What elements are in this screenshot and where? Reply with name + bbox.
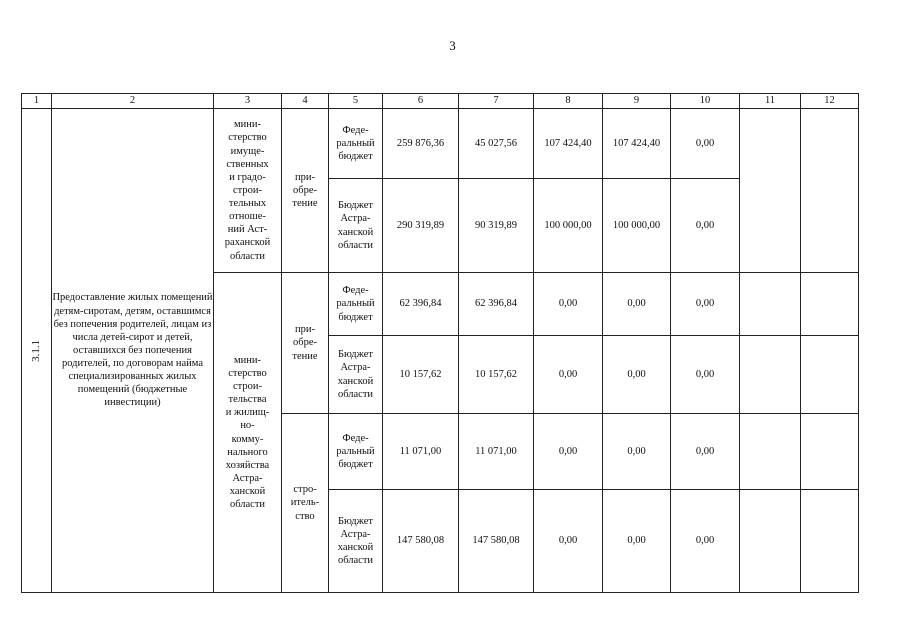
column-header: 7 [459,94,534,109]
value-col-7: 11 071,00 [459,414,534,490]
empty-col-11 [740,273,801,336]
value-col-8: 0,00 [534,273,603,336]
empty-col-11 [740,414,801,490]
column-header: 12 [801,94,859,109]
value-col-8: 0,00 [534,414,603,490]
header-row [22,94,859,109]
column-header: 9 [603,94,671,109]
empty-col-12 [801,273,859,336]
activity-construction: стро- итель- ство [282,414,329,593]
column-header: 3 [214,94,282,109]
measure-code-cell [22,109,52,593]
column-header: 11 [740,94,801,109]
column-header: 4 [282,94,329,109]
executor-property-ministry: мини- стерство имуще- ственных и градо- строи- тельных отноше- ний Аст- раханской области [214,109,282,273]
value-col-10: 0,00 [671,490,740,593]
funding-source: Бюджет Астра- ханской области [329,336,383,414]
column-header: 8 [534,94,603,109]
empty-col-12 [801,414,859,490]
value-col-9: 0,00 [603,490,671,593]
budget-table [21,93,859,593]
value-col-6: 11 071,00 [383,414,459,490]
column-header: 5 [329,94,383,109]
funding-source: Феде- ральный бюджет [329,273,383,336]
column-header: 10 [671,94,740,109]
page-number: 3 [449,38,456,53]
value-col-10: 0,00 [671,179,740,273]
empty-col-12 [801,336,859,414]
value-col-6: 10 157,62 [383,336,459,414]
funding-source: Бюджет Астра- ханской области [329,490,383,593]
empty-col-11 [740,336,801,414]
value-col-10: 0,00 [671,414,740,490]
value-col-9: 0,00 [603,336,671,414]
value-col-9: 107 424,40 [603,109,671,179]
value-col-9: 0,00 [603,414,671,490]
value-col-9: 0,00 [603,273,671,336]
measure-name: Предоставление жилых помещений детям-сиротам, детям, оставшимся без попечения родителей, лицам из числа детей-сирот и детей, оставшихся без попечения родителей, по договорам найма специализированных жилых помещений (бюджетные инвестиции) [52,109,214,593]
activity-acquisition: при- обре- тение [282,109,329,273]
column-header: 1 [22,94,52,109]
value-col-6: 62 396,84 [383,273,459,336]
empty-col-12 [801,109,859,273]
measure-code: 3.1.1 [29,339,42,362]
value-col-7: 10 157,62 [459,336,534,414]
value-col-6: 147 580,08 [383,490,459,593]
value-col-7: 62 396,84 [459,273,534,336]
empty-col-11 [740,109,801,273]
activity-acquisition: при- обре- тение [282,273,329,414]
value-col-8: 107 424,40 [534,109,603,179]
empty-col-12 [801,490,859,593]
value-col-7: 147 580,08 [459,490,534,593]
funding-source: Феде- ральный бюджет [329,414,383,490]
value-col-9: 100 000,00 [603,179,671,273]
empty-col-11 [740,490,801,593]
value-col-6: 259 876,36 [383,109,459,179]
value-col-10: 0,00 [671,336,740,414]
value-col-7: 90 319,89 [459,179,534,273]
funding-source: Феде- ральный бюджет [329,109,383,179]
value-col-6: 290 319,89 [383,179,459,273]
value-col-10: 0,00 [671,273,740,336]
value-col-10: 0,00 [671,109,740,179]
value-col-8: 0,00 [534,490,603,593]
value-col-8: 0,00 [534,336,603,414]
column-header: 2 [52,94,214,109]
funding-source: Бюджет Астра- ханской области [329,179,383,273]
column-header: 6 [383,94,459,109]
value-col-8: 100 000,00 [534,179,603,273]
executor-construction-ministry: мини- стерство строи- тельства и жилищ- но- комму- нального хозяйства Астра- ханской области [214,273,282,593]
table-row [22,109,859,179]
value-col-7: 45 027,56 [459,109,534,179]
